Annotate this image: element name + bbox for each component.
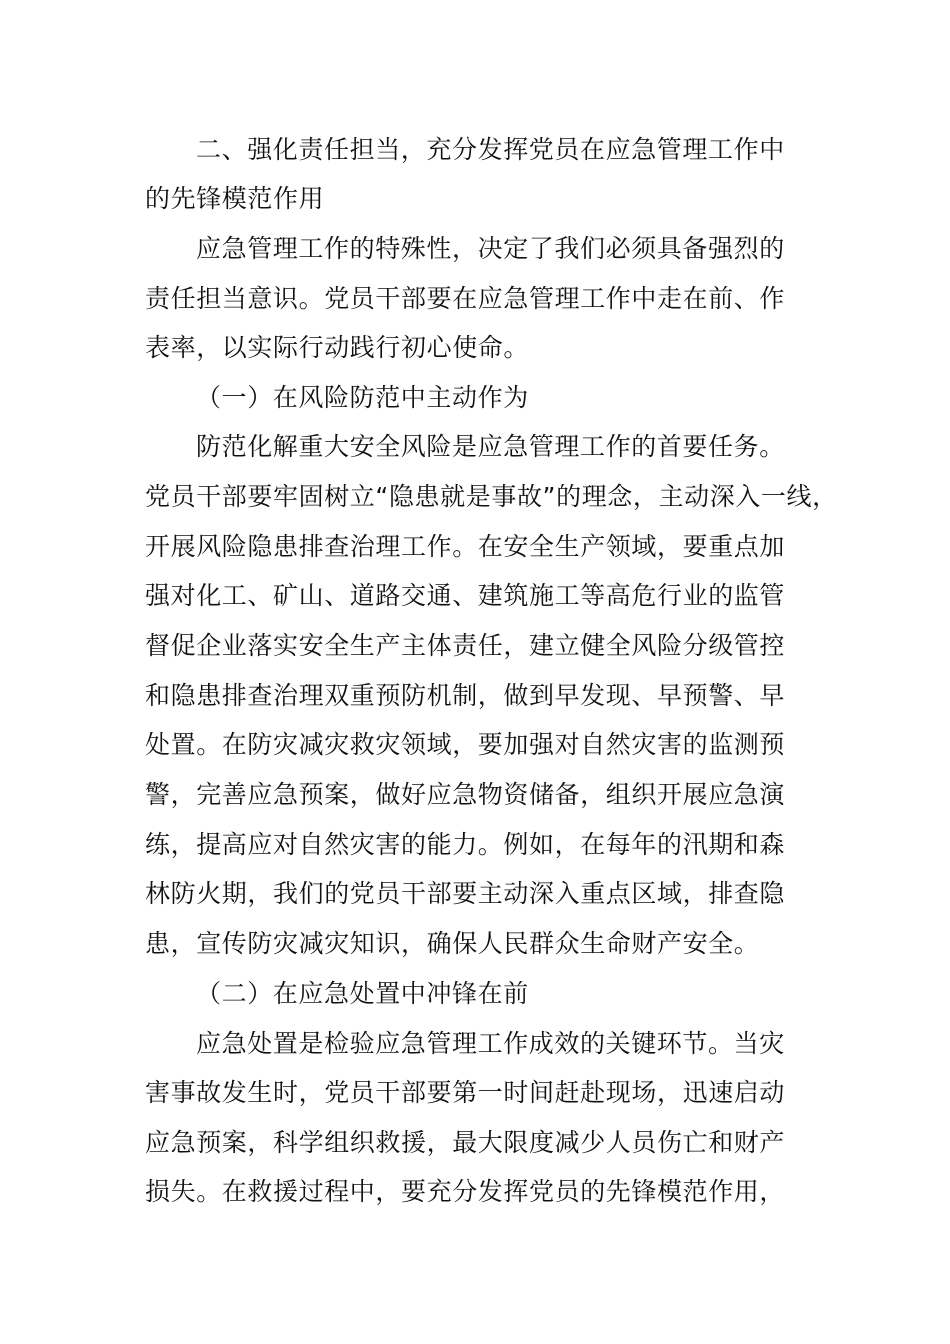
paragraph-line: 患，宣传防灾减灾知识，确保人民群众生命财产安全。 [145,929,760,958]
paragraph-line: 防范化解重大安全风险是应急管理工作的首要任务。 [196,432,785,461]
paragraph-line: 处置。在防灾减灾救灾领域，要加强对自然灾害的监测预 [145,730,786,759]
paragraph-line: 强对化工、矿山、道路交通、建筑施工等高危行业的监管 [145,581,786,610]
paragraph-line: 损失。在救援过程中，要充分发挥党员的先锋模范作用， [145,1177,786,1206]
section-heading-continued: 的先锋模范作用 [145,184,325,213]
subsection-heading: （二）在应急处置中冲锋在前 [196,979,529,1008]
paragraph-line: 应急预案，科学组织救援，最大限度减少人员伤亡和财产 [145,1128,786,1157]
paragraph-line: 督促企业落实安全生产主体责任，建立健全风险分级管控 [145,631,786,660]
paragraph-line: 党员干部要牢固树立“隐患就是事故”的理念，主动深入一线， [145,482,838,511]
paragraph-line: 应急管理工作的特殊性，决定了我们必须具备强烈的 [196,234,785,263]
subsection-heading: （一）在风险防范中主动作为 [196,383,529,412]
paragraph-line: 表率，以实际行动践行初心使命。 [145,333,530,362]
paragraph-line: 责任担当意识。党员干部要在应急管理工作中走在前、作 [145,284,786,313]
paragraph-line: 警，完善应急预案，做好应急物资储备，组织开展应急演 [145,780,786,809]
paragraph-line: 练，提高应对自然灾害的能力。例如，在每年的汛期和森 [145,830,786,859]
paragraph-line: 害事故发生时，党员干部要第一时间赶赴现场，迅速启动 [145,1078,786,1107]
paragraph-line: 林防火期，我们的党员干部要主动深入重点区域，排查隐 [145,879,786,908]
paragraph-line: 应急处置是检验应急管理工作成效的关键环节。当灾 [196,1029,785,1058]
section-heading: 二、强化责任担当，充分发挥党员在应急管理工作中 [196,135,785,164]
paragraph-line: 和隐患排查治理双重预防机制，做到早发现、早预警、早 [145,681,786,710]
paragraph-line: 开展风险隐患排查治理工作。在安全生产领域，要重点加 [145,532,786,561]
